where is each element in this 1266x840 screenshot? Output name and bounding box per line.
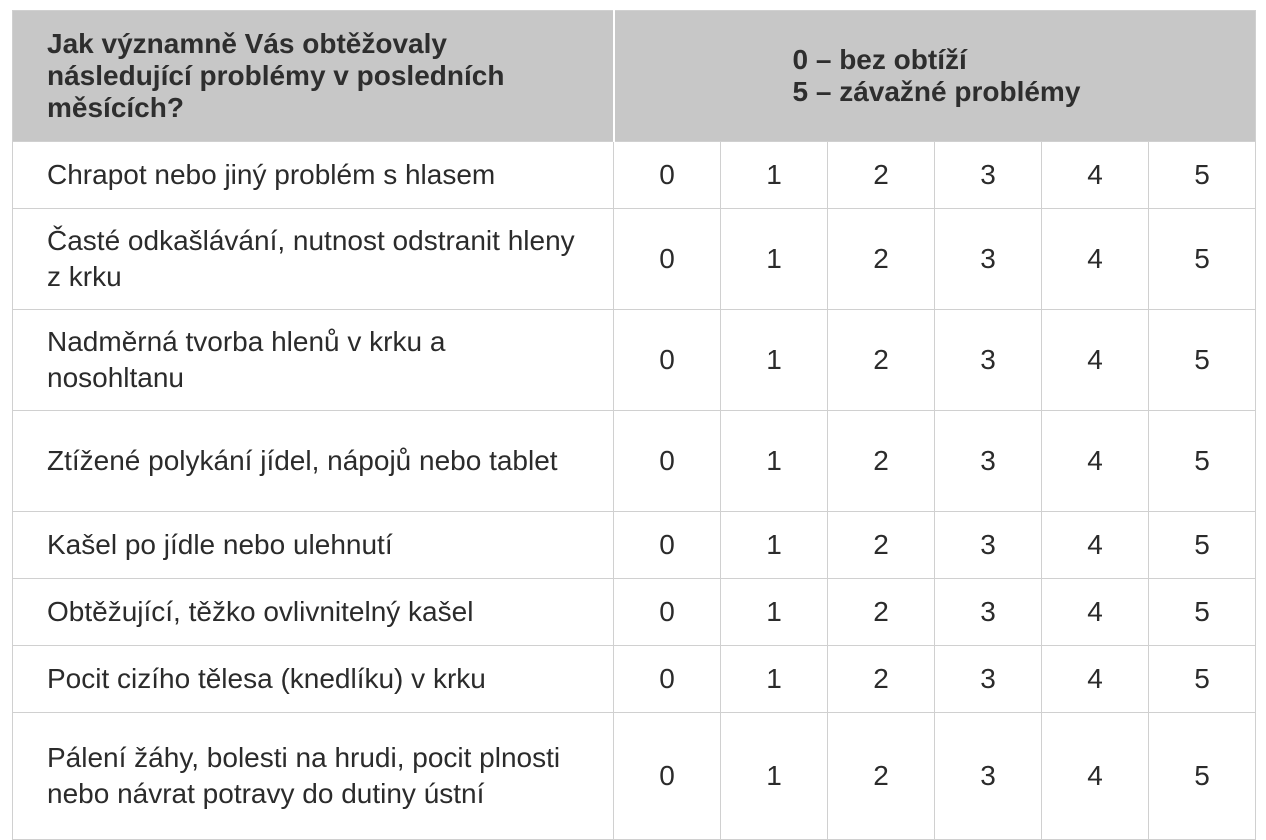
score-option-5[interactable]: 5 [1149,142,1256,209]
score-option-3[interactable]: 3 [935,579,1042,646]
table-row [13,579,1256,646]
score-option-2[interactable]: 2 [828,512,935,579]
score-option-3[interactable]: 3 [935,512,1042,579]
score-option-4[interactable]: 4 [1042,411,1149,512]
score-option-4[interactable]: 4 [1042,646,1149,713]
score-option-5[interactable]: 5 [1149,209,1256,310]
score-option-3[interactable]: 3 [935,713,1042,840]
score-option-5[interactable]: 5 [1149,646,1256,713]
score-option-0[interactable]: 0 [614,579,721,646]
header-row [13,11,1256,142]
score-option-3[interactable]: 3 [935,646,1042,713]
score-option-3[interactable]: 3 [935,310,1042,411]
score-option-1[interactable]: 1 [721,142,828,209]
score-option-3[interactable]: 3 [935,142,1042,209]
score-option-1[interactable]: 1 [721,512,828,579]
score-option-0[interactable]: 0 [614,512,721,579]
questionnaire-table-container [12,10,1255,840]
score-option-2[interactable]: 2 [828,142,935,209]
problem-label: Ztížené polykání jídel, nápojů nebo tablet [13,411,614,512]
score-option-2[interactable]: 2 [828,579,935,646]
score-option-1[interactable]: 1 [721,579,828,646]
score-option-0[interactable]: 0 [614,411,721,512]
problem-label: Nadměrná tvorba hlenů v krku a nosohltanu [13,310,614,411]
score-option-4[interactable]: 4 [1042,713,1149,840]
score-option-0[interactable]: 0 [614,646,721,713]
score-option-2[interactable]: 2 [828,310,935,411]
problem-label: Pocit cizího tělesa (knedlíku) v krku [13,646,614,713]
table-row [13,512,1256,579]
problem-label: Chrapot nebo jiný problém s hlasem [13,142,614,209]
score-option-5[interactable]: 5 [1149,411,1256,512]
score-option-1[interactable]: 1 [721,713,828,840]
table-row [13,209,1256,310]
problem-label: Obtěžující, těžko ovlivnitelný kašel [13,579,614,646]
score-option-2[interactable]: 2 [828,411,935,512]
questionnaire-table [12,10,1256,840]
score-option-2[interactable]: 2 [828,209,935,310]
score-option-1[interactable]: 1 [721,646,828,713]
score-option-4[interactable]: 4 [1042,579,1149,646]
score-option-5[interactable]: 5 [1149,713,1256,840]
table-row [13,411,1256,512]
scale-legend-max: 5 – závažné problémy [792,76,1081,107]
score-option-2[interactable]: 2 [828,713,935,840]
question-header: Jak významně Vás obtěžovaly následující problémy v posledních měsících? [13,11,614,142]
score-option-1[interactable]: 1 [721,209,828,310]
table-row [13,713,1256,840]
problem-label: Kašel po jídle nebo ulehnutí [13,512,614,579]
problem-label: Pálení žáhy, bolesti na hrudi, pocit plnosti nebo návrat potravy do dutiny ústní [13,713,614,840]
score-option-4[interactable]: 4 [1042,142,1149,209]
score-option-0[interactable]: 0 [614,209,721,310]
score-option-0[interactable]: 0 [614,142,721,209]
score-option-1[interactable]: 1 [721,310,828,411]
score-option-4[interactable]: 4 [1042,512,1149,579]
score-option-3[interactable]: 3 [935,411,1042,512]
score-option-5[interactable]: 5 [1149,512,1256,579]
table-row [13,646,1256,713]
scale-legend-min: 0 – bez obtíží [792,44,967,75]
score-option-2[interactable]: 2 [828,646,935,713]
scale-header [614,11,1256,142]
score-option-0[interactable]: 0 [614,713,721,840]
score-option-4[interactable]: 4 [1042,209,1149,310]
table-row [13,310,1256,411]
score-option-1[interactable]: 1 [721,411,828,512]
score-option-4[interactable]: 4 [1042,310,1149,411]
score-option-5[interactable]: 5 [1149,310,1256,411]
score-option-3[interactable]: 3 [935,209,1042,310]
score-option-0[interactable]: 0 [614,310,721,411]
problem-label: Časté odkašlávání, nutnost odstranit hleny z krku [13,209,614,310]
score-option-5[interactable]: 5 [1149,579,1256,646]
table-row [13,142,1256,209]
